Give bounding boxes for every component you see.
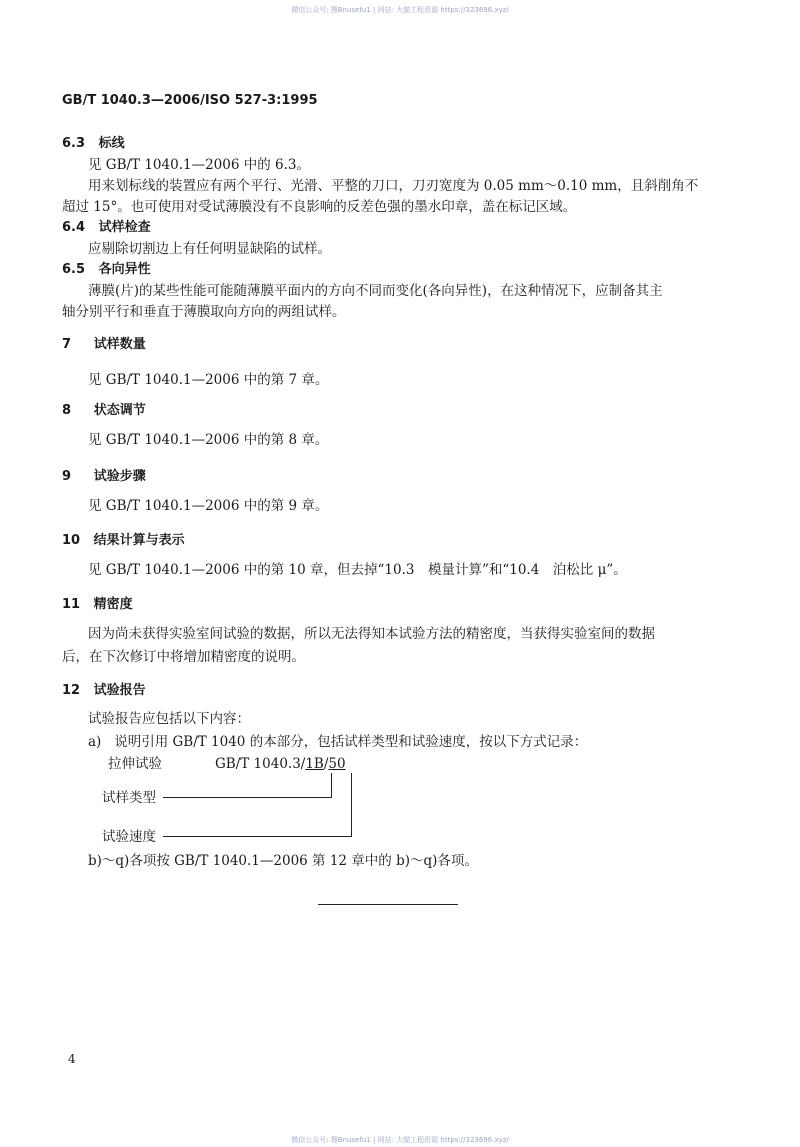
paragraph: 见 GB/T 1040.1—2006 中的第 9 章。 [88, 498, 329, 514]
paragraph: 因为尚未获得实验室间试验的数据，所以无法得知本试验方法的精密度，当获得实验室间的数据 [88, 626, 655, 642]
speed-label: 试验速度 [102, 829, 156, 845]
example-code [215, 756, 346, 772]
paragraph: 见 GB/T 1040.1—2006 中的第 7 章。 [88, 372, 329, 388]
type-leader-vertical [331, 773, 332, 798]
paragraph: 见 GB/T 1040.1—2006 中的 6.3。 [88, 157, 310, 173]
paragraph: 应剔除切割边上有任何明显缺陷的试样。 [88, 241, 331, 257]
section-number: 6.3 [62, 136, 86, 151]
type-leader-horizontal [163, 797, 332, 798]
section-7-heading [62, 337, 146, 353]
section-12-heading [62, 683, 146, 699]
running-header: GB/T 1040.3—2006/ISO 527-3:1995 [62, 93, 318, 108]
example-name: 拉伸试验 [108, 756, 162, 772]
section-title: 标线 [98, 136, 125, 151]
section-title: 试验报告 [93, 683, 146, 698]
section-number: 6.5 [62, 262, 86, 277]
section-title: 结果计算与表示 [93, 533, 185, 548]
paragraph: 薄膜(片)的某些性能可能随薄膜平面内的方向不同而变化(各向异性)，在这种情况下，应制备其主 [88, 283, 663, 299]
section-title: 精密度 [93, 597, 133, 612]
section-6-4-heading [62, 220, 151, 236]
section-title: 各向异性 [98, 262, 151, 277]
section-8-heading [62, 403, 146, 419]
watermark-bottom: 微信公众号: 搜Bnusefu1 | 网站: 大猫工程资源 https://323696.xyz/ [291, 1136, 509, 1144]
section-number: 11 [62, 597, 81, 612]
section-number: 10 [62, 533, 81, 548]
section-title: 试样数量 [93, 337, 146, 352]
watermark-top: 微信公众号: 搜Bnusefu1 | 网站: 大猫工程资源 https://323696.xyz/ [291, 6, 509, 14]
section-number: 9 [62, 469, 72, 484]
type-code: 1B [305, 756, 324, 772]
list-item-b-q: b)～q)各项按 GB/T 1040.1—2006 第 12 章中的 b)～q)各项。 [88, 853, 478, 869]
section-6-3-heading [62, 136, 125, 152]
code-separator: / [323, 756, 329, 772]
section-number: 8 [62, 403, 72, 418]
section-number: 12 [62, 683, 81, 698]
section-9-heading [62, 469, 146, 485]
section-11-heading [62, 597, 133, 613]
paragraph: 用来划标线的装置应有两个平行、光滑、平整的刀口，刀刃宽度为 0.05 mm～0.10 mm，且斜削角不 [88, 178, 699, 194]
paragraph: 试验报告应包括以下内容： [88, 711, 250, 727]
list-label: a) [88, 734, 102, 750]
end-rule [318, 904, 458, 905]
type-label: 试样类型 [102, 790, 156, 806]
speed-leader-horizontal [163, 836, 352, 837]
section-10-heading [62, 533, 185, 549]
section-number: 7 [62, 337, 72, 352]
speed-code: 50 [328, 756, 346, 772]
section-number: 6.4 [62, 220, 86, 235]
list-item-a [88, 734, 587, 750]
paragraph: 轴分别平行和垂直于薄膜取向方向的两组试样。 [62, 304, 346, 320]
list-text: 说明引用 GB/T 1040 的本部分，包括试样类型和试验速度，按以下方式记录： [114, 734, 588, 750]
section-title: 试验步骤 [93, 469, 146, 484]
section-6-5-heading [62, 262, 151, 278]
code-prefix: GB/T 1040.3/ [215, 756, 306, 772]
page-number: 4 [68, 1052, 76, 1066]
paragraph: 见 GB/T 1040.1—2006 中的第 8 章。 [88, 432, 329, 448]
speed-leader-vertical [351, 773, 352, 837]
paragraph: 见 GB/T 1040.1—2006 中的第 10 章，但去掉“10.3 模量计算”和“10.4 泊松比 μ”。 [88, 562, 627, 578]
paragraph: 超过 15°。也可使用对受试薄膜没有不良影响的反差色强的墨水印章，盖在标记区域。 [62, 199, 577, 215]
section-title: 试样检查 [98, 220, 151, 235]
paragraph: 后，在下次修订中将增加精密度的说明。 [62, 649, 305, 665]
section-title: 状态调节 [93, 403, 146, 418]
